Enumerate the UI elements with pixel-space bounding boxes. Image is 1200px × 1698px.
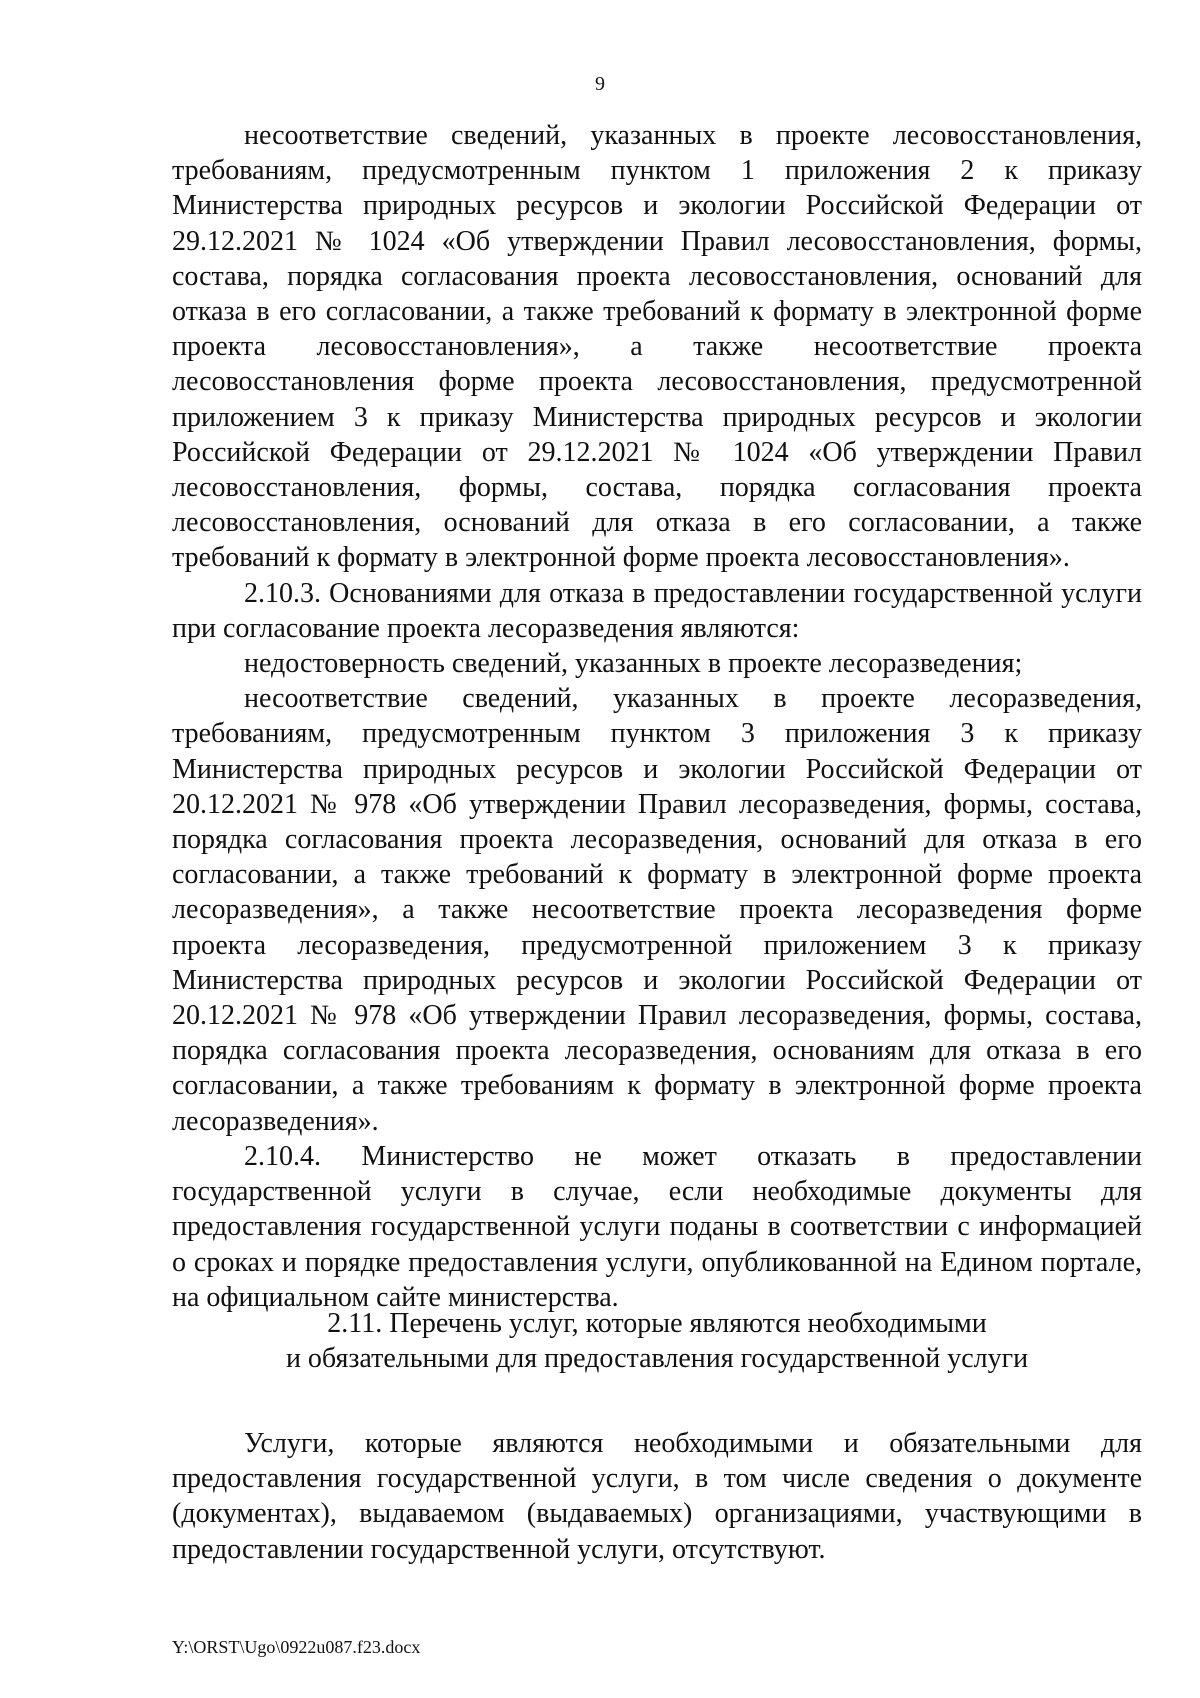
paragraph-2-10-3: 2.10.3. Основаниями для отказа в предоставлении государственной услуги при согласование проекта лесоразведения являются: bbox=[172, 577, 1142, 644]
page-number: 9 bbox=[595, 73, 605, 95]
paragraph-2-10-4: 2.10.4. Министерство не может отказать в предоставлении государственной услуги в случае, если необходимые документы для предоставления государственной услуги поданы в соответствии с информацией о сроках и порядке предоставления услуги, опубликованной на Едином портале, на официальном сайте министерства. bbox=[172, 1140, 1142, 1313]
paragraph-mismatch-reforestation: несоответствие сведений, указанных в проекте лесовосстановления, требованиям, предусмотренным пунктом 1 приложения 2 к приказу Министерства природных ресурсов и экологии Российской Федерации от 29.12.2021 № 1024 «Об утверждении Правил лесовосстановления, формы, состава, порядка согласования проекта лесовосстановления, оснований для отказа в его согласовании, а также требований к формату в электронной форме проекта лесовосстановления», а также несоответствие проекта лесовосстановления форме проекта лесовосстановления, предусмотренной приложением 3 к приказу Министерства природных ресурсов и экологии Российской Федерации от 29.12.2021 № 1024 «Об утверждении Правил лесовосстановления, формы, состава, порядка согласования проекта лесовосстановления, оснований для отказа в его согласовании, а также требований к формату в электронной форме проекта лесовосстановления». bbox=[172, 120, 1142, 574]
document-body bbox=[172, 118, 1142, 1315]
paragraph-services-absent: Услуги, которые являются необходимыми и обязательными для предоставления государственной услуги, в том числе сведения о документе (документах), выдаваемом (выдаваемых) организациями, участвующими в предоставлении государственной услуги, отсутствуют. bbox=[172, 1428, 1142, 1565]
paragraph-unreliable-info: недостоверность сведений, указанных в проекте лесоразведения; bbox=[244, 648, 1023, 680]
footer-file-path: Y:\ORST\Ugo\0922u087.f23.docx bbox=[172, 1637, 421, 1657]
section-heading-2-11 bbox=[172, 1306, 1142, 1376]
section-heading-line-2: и обязательными для предоставления государственной услуги bbox=[285, 1343, 1029, 1375]
section-2-11-body bbox=[172, 1426, 1142, 1567]
paragraph-mismatch-afforestation: несоответствие сведений, указанных в проекте лесоразведения, требованиям, предусмотренным пунктом 3 приложения 3 к приказу Министерства природных ресурсов и экологии Российской Федерации от 20.12.2021 № 978 «Об утверждении Правил лесоразведения, формы, состава, порядка согласования проекта лесоразведения, оснований для отказа в его согласовании, а также требований к формату в электронной форме проекта лесоразведения», а также несоответствие проекта лесоразведения форме проекта лесоразведения, предусмотренной приложением 3 к приказу Министерства природных ресурсов и экологии Российской Федерации от 20.12.2021 № 978 «Об утверждении Правил лесоразведения, формы, состава, порядка согласования проекта лесоразведения, основаниям для отказа в его согласовании, а также требованиям к формату в электронной форме проекта лесоразведения». bbox=[172, 683, 1142, 1137]
section-heading-line-1: 2.11. Перечень услуг, которые являются необходимыми bbox=[327, 1308, 987, 1339]
